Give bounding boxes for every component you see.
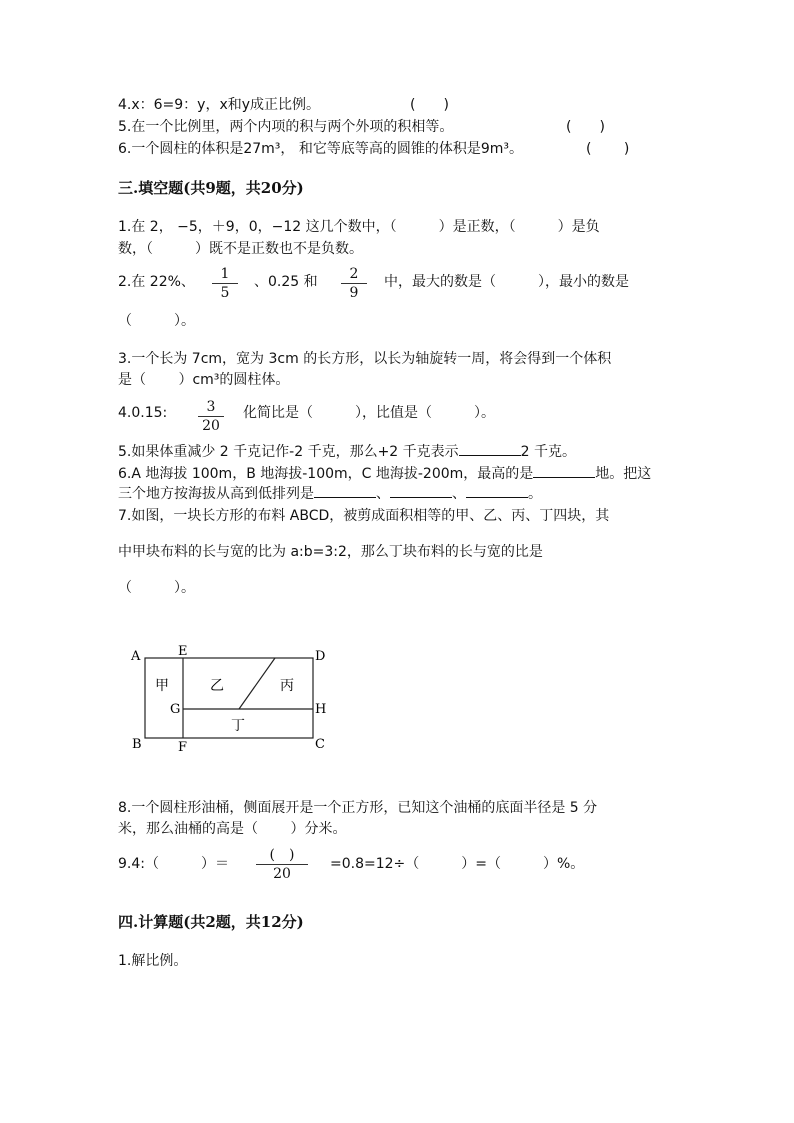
label-e: E [178, 644, 188, 659]
rectangle-abcd [145, 658, 313, 738]
fill-q5-text-end: 2 千克。 [520, 444, 577, 460]
label-d: D [315, 649, 326, 664]
fraction-bar [341, 283, 367, 284]
separator: 、 [452, 486, 466, 502]
fill-q9-part2: =0.8=12÷（ ）=（ ）%。 [330, 856, 585, 872]
fill-q6-text-mid: 地。把这 [595, 466, 652, 482]
fraction-numerator: 2 [349, 266, 359, 282]
judge-q6: 6.一个圆柱的体积是27m³， 和它等底等高的圆锥的体积是9m³。 [118, 141, 524, 157]
judge-q5-answer[interactable]: ( ) [566, 119, 605, 135]
calc-q1: 1.解比例。 [118, 953, 188, 969]
label-g: G [170, 702, 181, 717]
judge-q6-answer[interactable]: ( ) [586, 141, 630, 157]
label-a: A [131, 649, 141, 664]
fill-q7-line3: （ ）。 [118, 580, 195, 596]
label-f: F [178, 740, 188, 755]
judge-q5: 5.在一个比例里，两个内项的积与两个外项的积相等。 [118, 119, 454, 135]
fill-q9-fraction [254, 847, 310, 882]
fraction-numerator: 3 [206, 399, 216, 415]
separator: 、 [376, 486, 390, 502]
fraction-numerator: 1 [220, 266, 230, 282]
judge-q4: 4.x：6=9：y，x和y成正比例。 [118, 97, 321, 113]
fill-q3-line2: 是（ ）cm³的圆柱体。 [118, 372, 290, 388]
fill-q2-part1: 2.在 22%、 [118, 274, 195, 290]
fill-q3-line1: 3.一个长为 7cm，宽为 3cm 的长方形，以长为轴旋转一周，将会得到一个体积 [118, 351, 612, 367]
diagonal-line [239, 658, 275, 709]
fill-q4-part2: 化简比是（ ），比值是（ ）。 [243, 405, 495, 421]
label-ding: 丁 [231, 718, 245, 734]
section3-heading: 三.填空题(共9题，共20分) [118, 179, 304, 197]
fill-q6-blank-3[interactable] [466, 485, 528, 498]
judge-q4-answer[interactable]: ( ) [410, 97, 449, 113]
label-bing: 丙 [280, 678, 294, 694]
fill-q6-line1 [118, 465, 651, 483]
fill-q6-text2: 三个地方按海拔从高到低排列是 [118, 486, 314, 502]
fraction-numerator: ( ) [269, 847, 295, 863]
fraction-denominator: 5 [220, 285, 230, 301]
fill-q2-part2: 、0.25 和 [254, 274, 318, 290]
fraction-denominator: 9 [349, 285, 359, 301]
label-b: B [132, 737, 142, 752]
fill-q8-line1: 8.一个圆柱形油桶，侧面展开是一个正方形，已知这个油桶的底面半径是 5 分 [118, 800, 598, 816]
fill-q4-part1: 4.0.15: [118, 405, 168, 421]
label-c: C [315, 737, 325, 752]
fill-q7-line1: 7.如图，一块长方形的布料 ABCD，被剪成面积相等的甲、乙、丙、丁四块，其 [118, 508, 610, 524]
fraction-denominator: 20 [273, 866, 291, 882]
fraction-bar [212, 283, 238, 284]
fill-q1-line2: 数，（ ）既不是正数也不是负数。 [118, 241, 363, 257]
fraction-denominator: 20 [202, 418, 220, 434]
fill-q4-fraction [196, 399, 226, 434]
fill-q5-blank[interactable] [459, 443, 521, 456]
fill-q5-text: 5.如果体重减少 2 千克记作-2 千克，那么+2 千克表示 [118, 444, 459, 460]
period: 。 [528, 486, 542, 502]
fill-q6-blank-2[interactable] [390, 485, 452, 498]
fill-q7-line2: 中甲块布料的长与宽的比为 a:b=3:2，那么丁块布料的长与宽的比是 [118, 544, 543, 560]
rectangle-figure [125, 640, 335, 755]
fraction-bar [198, 416, 224, 417]
label-yi: 乙 [210, 678, 224, 694]
fill-q9-part1: 9.4:（ ）＝ [118, 856, 229, 872]
fill-q2-fraction2 [339, 266, 369, 301]
fill-q5 [118, 443, 576, 461]
fill-q6-blank-highest[interactable] [533, 465, 595, 478]
fill-q6-line2 [118, 485, 542, 503]
fraction-bar [256, 864, 308, 865]
fill-q6-text: 6.A 地海拔 100m，B 地海拔-100m，C 地海拔-200m，最高的是 [118, 466, 534, 482]
fill-q2-line2: （ ）。 [118, 313, 195, 329]
fill-q8-line2: 米，那么油桶的高是（ ）分米。 [118, 821, 347, 837]
fill-q2-fraction1 [210, 266, 240, 301]
label-h: H [315, 702, 327, 717]
fill-q1-line1: 1.在 2， −5，＋9，0，−12 这几个数中，（ ）是正数，（ ）是负 [118, 219, 600, 235]
fill-q2-part3: 中，最大的数是（ ），最小的数是 [384, 274, 629, 290]
fill-q6-blank-1[interactable] [314, 485, 376, 498]
label-jia: 甲 [155, 678, 169, 694]
section4-heading: 四.计算题(共2题，共12分) [118, 913, 304, 931]
